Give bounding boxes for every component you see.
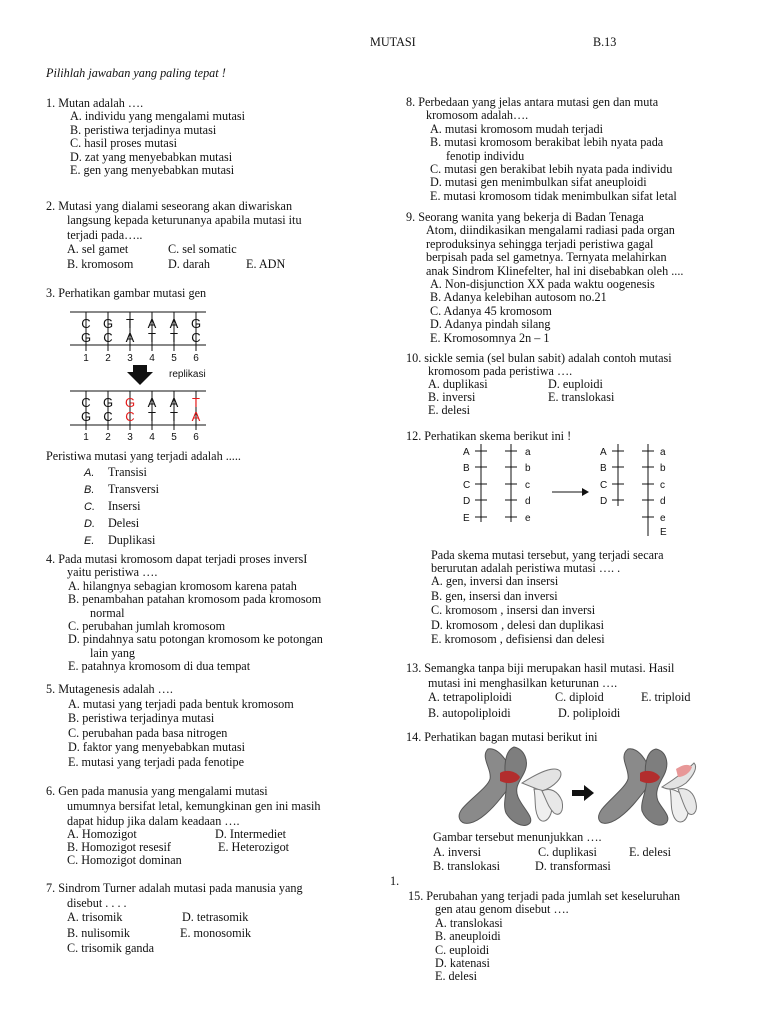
position-number: 4	[149, 353, 155, 364]
option-a: A. individu yang mengalami mutasi	[70, 109, 245, 124]
right-arrow-icon	[582, 488, 589, 496]
option-e: E. delesi	[435, 969, 477, 984]
option-text: Transversi	[108, 482, 160, 496]
option-d: D. tetrasomik	[182, 910, 249, 924]
gene-label: A	[463, 447, 470, 458]
question-9-line: berpisah pada sel gametnya. Ternyata melahirkan	[426, 250, 667, 265]
base: A	[147, 395, 157, 410]
option-a: A. mutasi kromosom mudah terjadi	[430, 121, 603, 136]
base: A	[169, 395, 179, 410]
question-1	[46, 97, 245, 177]
option-d: D. kromosom , delesi dan duplikasi	[431, 617, 604, 632]
option-e: E. ADN	[246, 257, 286, 271]
question-12-options	[431, 574, 605, 647]
question-15-line: gen atau genom disebut ….	[435, 902, 569, 917]
option-a: A. Non-disjunction XX pada waktu oogenesis	[430, 277, 655, 292]
option-a: A. mutasi yang terjadi pada bentuk kromosom	[68, 696, 294, 711]
question-4-line: yaitu peristiwa ….	[67, 565, 158, 580]
option-c: C. kromosom , insersi dan inversi	[431, 603, 596, 618]
base: C	[81, 395, 91, 410]
base: A	[169, 316, 179, 331]
page-code: B.13	[593, 35, 617, 49]
option-b-cont: fenotip individu	[446, 148, 525, 163]
gene-label: D	[463, 496, 471, 507]
option-letter: B.	[84, 484, 95, 496]
option-b: B. inversi	[428, 390, 476, 404]
option-b: B. autopoliploidi	[428, 706, 511, 720]
mutated-base: C	[125, 409, 135, 424]
option-c: C. mutasi gen berakibat lebih nyata pada individu	[430, 162, 673, 177]
option-a: A. trisomik	[67, 910, 123, 924]
option-letter: A.	[84, 467, 95, 479]
option-d: D. Intermediet	[215, 827, 287, 841]
position-number: 1	[83, 432, 89, 442]
mutated-base: G	[124, 395, 136, 410]
question-15	[408, 890, 680, 984]
question-12-stem: 12. Perhatikan skema berikut ini !	[406, 429, 572, 443]
question-13	[406, 661, 674, 691]
question-9-line: Atom, diindikasikan mengalami radiasi pada organ	[426, 223, 675, 238]
question-9-line: 9. Seorang wanita yang bekerja di Badan Tenaga	[406, 210, 644, 224]
option-d: D. faktor yang menyebabkan mutasi	[68, 740, 246, 755]
gene-label: C	[600, 480, 608, 491]
option-e: E. delesi	[629, 845, 671, 859]
option-e: E. translokasi	[548, 390, 615, 404]
option-a: A. translokasi	[435, 915, 503, 930]
question-2-line: terjadi pada…..	[67, 227, 143, 242]
question-7-line: 7. Sindrom Turner adalah mutasi pada manusia yang	[46, 881, 303, 895]
position-number: 5	[171, 432, 177, 442]
question-10-line: kromosom pada peristiwa ….	[428, 364, 573, 379]
option-text: Transisi	[108, 465, 147, 479]
question-5	[46, 682, 294, 770]
option-a: A. Homozigot	[67, 827, 137, 841]
option-d: D. mutasi gen menimbulkan sifat aneuploidi	[430, 175, 647, 190]
option-c: C. euploidi	[435, 942, 490, 957]
stray-number: 1.	[390, 874, 400, 888]
gene-label: e	[660, 513, 666, 524]
option-b: B. mutasi kromosom berakibat lebih nyata pada	[430, 135, 664, 150]
position-number: 5	[171, 353, 177, 364]
option-b: B. peristiwa terjadinya mutasi	[68, 711, 215, 726]
base: C	[103, 330, 113, 345]
option-d: D. Adanya pindah silang	[430, 317, 551, 332]
option-c: E. delesi	[428, 403, 470, 417]
option-d-cont: lain yang	[90, 645, 136, 660]
base: T	[170, 330, 178, 345]
gene-label: d	[525, 496, 531, 507]
question-10	[406, 352, 672, 379]
option-c: C. diploid	[555, 690, 604, 704]
instruction: Pilihlah jawaban yang paling tepat !	[46, 66, 226, 80]
gene-label: c	[660, 480, 665, 491]
question-8-line: 8. Perbedaan yang jelas antara mutasi gen dan muta	[406, 95, 659, 109]
question-13-line: 13. Semangka tanpa biji merupakan hasil mutasi. Hasil	[406, 661, 675, 675]
option-d: D. transformasi	[535, 859, 611, 873]
question-9-line: reproduksinya sehingga terjadi peristiwa gagal	[426, 236, 654, 251]
option-d: D. darah	[168, 257, 210, 271]
base: T	[126, 316, 134, 331]
question-4-line: 4. Pada mutasi kromosom dapat terjadi proses inversI	[46, 552, 308, 566]
question-3-stem: 3. Perhatikan gambar mutasi gen	[46, 286, 207, 300]
gene-label: d	[660, 496, 666, 507]
base: C	[103, 409, 113, 424]
question-6-line: 6. Gen pada manusia yang mengalami mutasi	[46, 784, 268, 798]
question-3-options	[84, 464, 159, 549]
option-c: C. hasil proses mutasi	[70, 136, 177, 151]
position-number: 4	[149, 432, 155, 442]
option-d: D. euploidi	[548, 377, 603, 391]
position-number: 6	[193, 432, 199, 442]
option-a: A. duplikasi	[428, 377, 488, 391]
question-14-text: Gambar tersebut menunjukkan ….	[433, 830, 602, 844]
base: G	[102, 316, 114, 331]
gene-label: E	[463, 513, 470, 524]
mutated-base: T	[192, 395, 200, 410]
option-e: E. triploid	[641, 690, 691, 704]
gene-label: b	[660, 463, 666, 474]
option-e: E. mutasi yang terjadi pada fenotipe	[68, 754, 244, 769]
question-12-line: berurutan adalah peristiwa mutasi …. .	[431, 561, 621, 576]
base: G	[80, 330, 92, 345]
option-c: C. trisomik ganda	[67, 941, 154, 955]
option-text: Duplikasi	[108, 533, 156, 547]
gene-label: a	[660, 447, 666, 458]
option-c: C. sel somatic	[168, 242, 237, 256]
option-c: C. Adanya 45 kromosom	[430, 303, 552, 318]
base: C	[81, 316, 91, 331]
question-6	[46, 784, 321, 829]
question-2-line: langsung kepada keturunanya apabila mutasi itu	[67, 213, 302, 228]
option-d: D. pindahnya satu potongan kromosom ke potongan	[68, 632, 323, 647]
question-2-line: 2. Mutasi yang dialami seseorang akan diwariskan	[46, 199, 293, 213]
base: A	[147, 316, 157, 331]
chromosome-scheme-diagram	[455, 442, 685, 538]
option-d: D. poliploidi	[558, 706, 621, 720]
option-b: B. Homozigot resesif	[67, 840, 171, 854]
base: T	[148, 409, 156, 424]
base: T	[170, 409, 178, 424]
gene-label: a	[525, 447, 531, 458]
option-e: E. patahnya kromosom di dua tempat	[68, 659, 251, 674]
base: A	[125, 330, 135, 345]
position-number: 6	[193, 353, 199, 364]
gene-label: D	[600, 496, 608, 507]
option-a: A. sel gamet	[67, 242, 129, 256]
question-10-line: 10. sickle semia (sel bulan sabit) adalah contoh mutasi	[406, 351, 672, 365]
gene-label: b	[525, 463, 531, 474]
question-5-stem: 5. Mutagenesis adalah ….	[46, 682, 173, 696]
option-text: Insersi	[108, 499, 141, 513]
option-b: B. Adanya kelebihan autosom no.21	[430, 290, 607, 305]
option-b: B. kromosom	[67, 257, 134, 271]
right-arrow-icon	[584, 785, 594, 801]
option-c: C. duplikasi	[538, 845, 597, 859]
gene-label: E	[660, 527, 667, 538]
down-arrow-icon	[127, 365, 153, 385]
position-number: 2	[105, 353, 111, 364]
base: G	[80, 409, 92, 424]
page-title: MUTASI	[370, 35, 416, 49]
question-4	[46, 553, 323, 674]
base: C	[191, 330, 201, 345]
option-b: B. translokasi	[433, 859, 501, 873]
option-d: D. katenasi	[435, 956, 490, 971]
question-1-stem: 1. Mutan adalah ….	[46, 96, 144, 110]
option-a: A. tetrapoliploidi	[428, 690, 512, 704]
option-a: A. inversi	[433, 845, 482, 859]
option-c: C. Homozigot dominan	[67, 853, 182, 867]
gene-label: A	[600, 447, 607, 458]
option-e: E. monosomik	[180, 926, 252, 940]
option-e: E. kromosom , defisiensi dan delesi	[431, 632, 605, 647]
position-number: 3	[127, 353, 133, 364]
question-15-line: 15. Perubahan yang terjadi pada jumlah set keseluruhan	[408, 889, 681, 903]
question-7-line: disebut . . . .	[67, 896, 127, 910]
question-12-line: Pada skema mutasi tersebut, yang terjadi secara	[431, 548, 664, 562]
gene-label: B	[463, 463, 470, 474]
position-number: 2	[105, 432, 111, 442]
question-3-text: Peristiwa mutasi yang terjadi adalah .....	[46, 449, 241, 463]
replikasi-label: replikasi	[169, 369, 206, 380]
question-8-line: kromosom adalah….	[426, 108, 529, 123]
position-number: 3	[127, 432, 133, 442]
question-6-line: dapat hidup jika dalam keadaan ….	[67, 814, 240, 828]
question-6-line: umumnya bersifat letal, kemungkinan gen ini masih	[67, 799, 321, 813]
question-2	[46, 199, 302, 242]
option-b: B. peristiwa terjadinya mutasi	[70, 122, 217, 137]
option-c: C. perubahan jumlah kromosom	[68, 619, 226, 634]
option-b: B. aneuploidi	[435, 929, 501, 944]
gene-label: c	[525, 480, 530, 491]
option-b-cont: normal	[90, 605, 125, 620]
gene-label: B	[600, 463, 607, 474]
option-b: B. nulisomik	[67, 926, 130, 940]
option-text: Delesi	[108, 516, 140, 530]
option-a: A. hilangnya sebagian kromosom karena patah	[68, 578, 297, 593]
option-e: E. Heterozigot	[218, 840, 290, 854]
mutated-base: A	[191, 409, 201, 424]
question-9-line: anak Sindrom Klinefelter, hal ini disebabkan oleh ....	[426, 263, 684, 278]
question-7	[46, 881, 303, 911]
base: T	[148, 330, 156, 345]
chromosome-mutation-illustration	[450, 743, 730, 829]
base: G	[190, 316, 202, 331]
option-c: C. perubahan pada basa nitrogen	[68, 725, 228, 740]
question-8	[406, 96, 677, 203]
option-e: E. Kromosomnya 2n – 1	[430, 330, 550, 345]
option-e: E. gen yang menyebabkan mutasi	[70, 163, 235, 178]
option-e: E. mutasi kromosom tidak menimbulkan sifat letal	[430, 188, 677, 203]
question-13-line: mutasi ini menghasilkan keturunan ….	[428, 676, 618, 690]
option-letter: D.	[84, 518, 95, 530]
option-b: B. gen, insersi dan inversi	[431, 588, 558, 603]
option-a: A. gen, inversi dan insersi	[431, 574, 559, 588]
gene-label: e	[525, 513, 531, 524]
option-d: D. zat yang menyebabkan mutasi	[70, 149, 233, 164]
question-9	[406, 211, 683, 345]
option-letter: C.	[84, 501, 95, 513]
question-14-stem: 14. Perhatikan bagan mutasi berikut ini	[406, 730, 598, 744]
option-letter: E.	[84, 535, 95, 547]
option-b: B. penambahan patahan kromosom pada kromosom	[68, 592, 322, 607]
dna-mutation-diagram	[70, 306, 230, 442]
question-12-text	[431, 549, 664, 576]
position-number: 1	[83, 353, 89, 364]
gene-label: C	[463, 480, 471, 491]
base: G	[102, 395, 114, 410]
